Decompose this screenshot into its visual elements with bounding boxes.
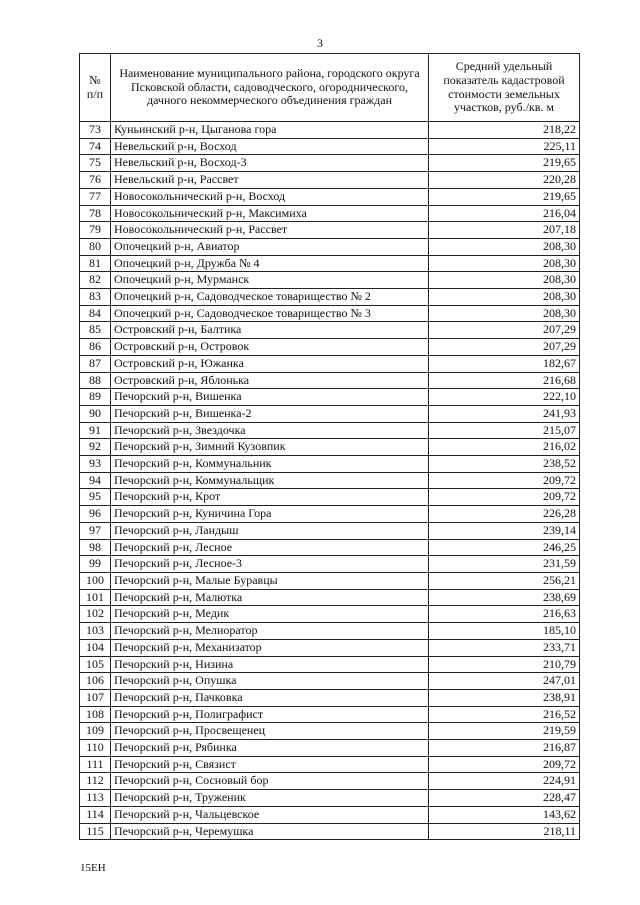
table-row bbox=[80, 639, 580, 656]
row-number: 101 bbox=[80, 589, 111, 606]
table-row bbox=[80, 289, 580, 306]
cadastral-table bbox=[79, 53, 580, 840]
row-name: Печорский р-н, Просвещенец bbox=[111, 723, 429, 740]
row-name: Опочецкий р-н, Авиатор bbox=[111, 238, 429, 255]
table-row bbox=[80, 155, 580, 172]
row-number: 85 bbox=[80, 322, 111, 339]
table-row bbox=[80, 372, 580, 389]
row-name: Печорский р-н, Малютка bbox=[111, 589, 429, 606]
row-value: 208,30 bbox=[429, 255, 580, 272]
row-name: Островский р-н, Яблонька bbox=[111, 372, 429, 389]
row-value: 241,93 bbox=[429, 405, 580, 422]
row-value: 219,65 bbox=[429, 155, 580, 172]
table-row bbox=[80, 322, 580, 339]
row-number: 92 bbox=[80, 439, 111, 456]
row-number: 95 bbox=[80, 489, 111, 506]
row-number: 82 bbox=[80, 272, 111, 289]
row-name: Печорский р-н, Коммунальщик bbox=[111, 472, 429, 489]
row-value: 216,04 bbox=[429, 205, 580, 222]
row-name: Печорский р-н, Коммунальник bbox=[111, 456, 429, 473]
footer-code: 15ЕН bbox=[80, 862, 106, 874]
row-number: 93 bbox=[80, 456, 111, 473]
row-value: 224,91 bbox=[429, 773, 580, 790]
row-name: Печорский р-н, Малые Буравцы bbox=[111, 572, 429, 589]
row-name: Печорский р-н, Механизатор bbox=[111, 639, 429, 656]
table-row bbox=[80, 673, 580, 690]
row-name: Печорский р-н, Лесное-3 bbox=[111, 556, 429, 573]
row-name: Невельский р-н, Восход bbox=[111, 138, 429, 155]
row-name: Печорский р-н, Вишенка-2 bbox=[111, 405, 429, 422]
table-row bbox=[80, 389, 580, 406]
row-number: 78 bbox=[80, 205, 111, 222]
table-row bbox=[80, 773, 580, 790]
row-name: Печорский р-н, Мелиоратор bbox=[111, 623, 429, 640]
row-name: Невельский р-н, Восход-3 bbox=[111, 155, 429, 172]
row-number: 105 bbox=[80, 656, 111, 673]
row-number: 91 bbox=[80, 422, 111, 439]
table-row bbox=[80, 238, 580, 255]
row-value: 228,47 bbox=[429, 790, 580, 807]
row-number: 103 bbox=[80, 623, 111, 640]
page-number: 3 bbox=[317, 36, 323, 50]
row-value: 246,25 bbox=[429, 539, 580, 556]
table-header bbox=[80, 54, 580, 122]
row-value: 226,28 bbox=[429, 506, 580, 523]
table-row bbox=[80, 589, 580, 606]
row-number: 81 bbox=[80, 255, 111, 272]
row-value: 216,02 bbox=[429, 439, 580, 456]
table-body bbox=[80, 122, 580, 840]
row-value: 208,30 bbox=[429, 289, 580, 306]
row-name: Печорский р-н, Черемушка bbox=[111, 823, 429, 840]
header-name: Наименование муниципального района, городского округа Псковской области, садоводческого, огороднического, дачного некоммерческого объединения граждан bbox=[111, 54, 429, 122]
row-name: Печорский р-н, Опушка bbox=[111, 673, 429, 690]
table-row bbox=[80, 456, 580, 473]
table-row bbox=[80, 823, 580, 840]
row-number: 75 bbox=[80, 155, 111, 172]
row-value: 233,71 bbox=[429, 639, 580, 656]
row-number: 102 bbox=[80, 606, 111, 623]
row-value: 207,18 bbox=[429, 222, 580, 239]
table-row bbox=[80, 723, 580, 740]
row-number: 74 bbox=[80, 138, 111, 155]
row-name: Островский р-н, Островок bbox=[111, 339, 429, 356]
row-value: 216,68 bbox=[429, 372, 580, 389]
row-number: 107 bbox=[80, 689, 111, 706]
row-number: 100 bbox=[80, 572, 111, 589]
row-number: 73 bbox=[80, 122, 111, 139]
row-value: 207,29 bbox=[429, 339, 580, 356]
row-number: 88 bbox=[80, 372, 111, 389]
row-number: 84 bbox=[80, 305, 111, 322]
row-number: 80 bbox=[80, 238, 111, 255]
table-row bbox=[80, 422, 580, 439]
table-row bbox=[80, 138, 580, 155]
table-row bbox=[80, 355, 580, 372]
row-name: Печорский р-н, Медик bbox=[111, 606, 429, 623]
row-value: 208,30 bbox=[429, 238, 580, 255]
row-name: Печорский р-н, Связист bbox=[111, 756, 429, 773]
row-value: 238,52 bbox=[429, 456, 580, 473]
table-row bbox=[80, 305, 580, 322]
table-row bbox=[80, 740, 580, 757]
row-value: 216,87 bbox=[429, 740, 580, 757]
row-number: 115 bbox=[80, 823, 111, 840]
table-row bbox=[80, 506, 580, 523]
row-name: Печорский р-н, Пачковка bbox=[111, 689, 429, 706]
table-row bbox=[80, 272, 580, 289]
row-number: 112 bbox=[80, 773, 111, 790]
row-value: 216,63 bbox=[429, 606, 580, 623]
row-number: 89 bbox=[80, 389, 111, 406]
row-value: 218,11 bbox=[429, 823, 580, 840]
row-name: Печорский р-н, Труженик bbox=[111, 790, 429, 807]
row-number: 77 bbox=[80, 188, 111, 205]
row-name: Островский р-н, Южанка bbox=[111, 355, 429, 372]
row-name: Новосокольнический р-н, Рассвет bbox=[111, 222, 429, 239]
row-number: 106 bbox=[80, 673, 111, 690]
table-row bbox=[80, 706, 580, 723]
row-value: 209,72 bbox=[429, 756, 580, 773]
row-number: 83 bbox=[80, 289, 111, 306]
row-number: 110 bbox=[80, 740, 111, 757]
table-row bbox=[80, 689, 580, 706]
row-number: 104 bbox=[80, 639, 111, 656]
row-name: Печорский р-н, Сосновый бор bbox=[111, 773, 429, 790]
row-value: 219,59 bbox=[429, 723, 580, 740]
table-row bbox=[80, 222, 580, 239]
row-name: Печорский р-н, Полиграфист bbox=[111, 706, 429, 723]
header-num: № п/п bbox=[80, 54, 111, 122]
table-row bbox=[80, 606, 580, 623]
table-row bbox=[80, 790, 580, 807]
table-row bbox=[80, 489, 580, 506]
row-number: 113 bbox=[80, 790, 111, 807]
table-row bbox=[80, 439, 580, 456]
row-number: 108 bbox=[80, 706, 111, 723]
row-number: 99 bbox=[80, 556, 111, 573]
row-number: 87 bbox=[80, 355, 111, 372]
row-number: 96 bbox=[80, 506, 111, 523]
row-value: 256,21 bbox=[429, 572, 580, 589]
row-name: Печорский р-н, Куничина Гора bbox=[111, 506, 429, 523]
row-value: 209,72 bbox=[429, 489, 580, 506]
row-name: Островский р-н, Балтика bbox=[111, 322, 429, 339]
row-name: Печорский р-н, Зимний Кузовпик bbox=[111, 439, 429, 456]
row-number: 79 bbox=[80, 222, 111, 239]
row-number: 90 bbox=[80, 405, 111, 422]
row-value: 216,52 bbox=[429, 706, 580, 723]
row-value: 182,67 bbox=[429, 355, 580, 372]
row-value: 209,72 bbox=[429, 472, 580, 489]
row-name: Печорский р-н, Низина bbox=[111, 656, 429, 673]
table-row bbox=[80, 472, 580, 489]
table-row bbox=[80, 339, 580, 356]
table-row bbox=[80, 756, 580, 773]
row-name: Печорский р-н, Вишенка bbox=[111, 389, 429, 406]
row-value: 208,30 bbox=[429, 272, 580, 289]
row-name: Опочецкий р-н, Мурманск bbox=[111, 272, 429, 289]
row-number: 97 bbox=[80, 522, 111, 539]
table-row bbox=[80, 656, 580, 673]
row-number: 76 bbox=[80, 172, 111, 189]
row-name: Печорский р-н, Чальцевское bbox=[111, 806, 429, 823]
table-row bbox=[80, 255, 580, 272]
table-row bbox=[80, 188, 580, 205]
row-name: Печорский р-н, Лесное bbox=[111, 539, 429, 556]
row-number: 114 bbox=[80, 806, 111, 823]
row-value: 238,91 bbox=[429, 689, 580, 706]
row-value: 239,14 bbox=[429, 522, 580, 539]
row-name: Печорский р-н, Крот bbox=[111, 489, 429, 506]
row-number: 111 bbox=[80, 756, 111, 773]
table-row bbox=[80, 405, 580, 422]
row-name: Опочецкий р-н, Дружба № 4 bbox=[111, 255, 429, 272]
row-number: 109 bbox=[80, 723, 111, 740]
row-number: 86 bbox=[80, 339, 111, 356]
row-value: 222,10 bbox=[429, 389, 580, 406]
row-number: 94 bbox=[80, 472, 111, 489]
row-value: 210,79 bbox=[429, 656, 580, 673]
row-name: Опочецкий р-н, Садоводческое товарищество № 3 bbox=[111, 305, 429, 322]
row-value: 207,29 bbox=[429, 322, 580, 339]
row-value: 220,28 bbox=[429, 172, 580, 189]
header-value: Средний удельный показатель кадастровой стоимости земельных участков, руб./кв. м bbox=[429, 54, 580, 122]
row-name: Печорский р-н, Ландыш bbox=[111, 522, 429, 539]
row-value: 143,62 bbox=[429, 806, 580, 823]
table-row bbox=[80, 806, 580, 823]
table-row bbox=[80, 572, 580, 589]
row-value: 219,65 bbox=[429, 188, 580, 205]
row-name: Печорский р-н, Рябинка bbox=[111, 740, 429, 757]
row-value: 218,22 bbox=[429, 122, 580, 139]
row-value: 247,01 bbox=[429, 673, 580, 690]
row-name: Новосокольнический р-н, Восход bbox=[111, 188, 429, 205]
row-name: Новосокольнический р-н, Максимиха bbox=[111, 205, 429, 222]
table-row bbox=[80, 623, 580, 640]
row-name: Печорский р-н, Звездочка bbox=[111, 422, 429, 439]
table-row bbox=[80, 539, 580, 556]
table-row bbox=[80, 522, 580, 539]
row-number: 98 bbox=[80, 539, 111, 556]
row-name: Куньинский р-н, Цыганова гора bbox=[111, 122, 429, 139]
row-value: 225,11 bbox=[429, 138, 580, 155]
row-value: 215,07 bbox=[429, 422, 580, 439]
row-value: 185,10 bbox=[429, 623, 580, 640]
table-row bbox=[80, 205, 580, 222]
row-value: 238,69 bbox=[429, 589, 580, 606]
table-row bbox=[80, 172, 580, 189]
table-row bbox=[80, 122, 580, 139]
row-value: 208,30 bbox=[429, 305, 580, 322]
row-value: 231,59 bbox=[429, 556, 580, 573]
row-name: Опочецкий р-н, Садоводческое товарищество № 2 bbox=[111, 289, 429, 306]
table-row bbox=[80, 556, 580, 573]
row-name: Невельский р-н, Рассвет bbox=[111, 172, 429, 189]
